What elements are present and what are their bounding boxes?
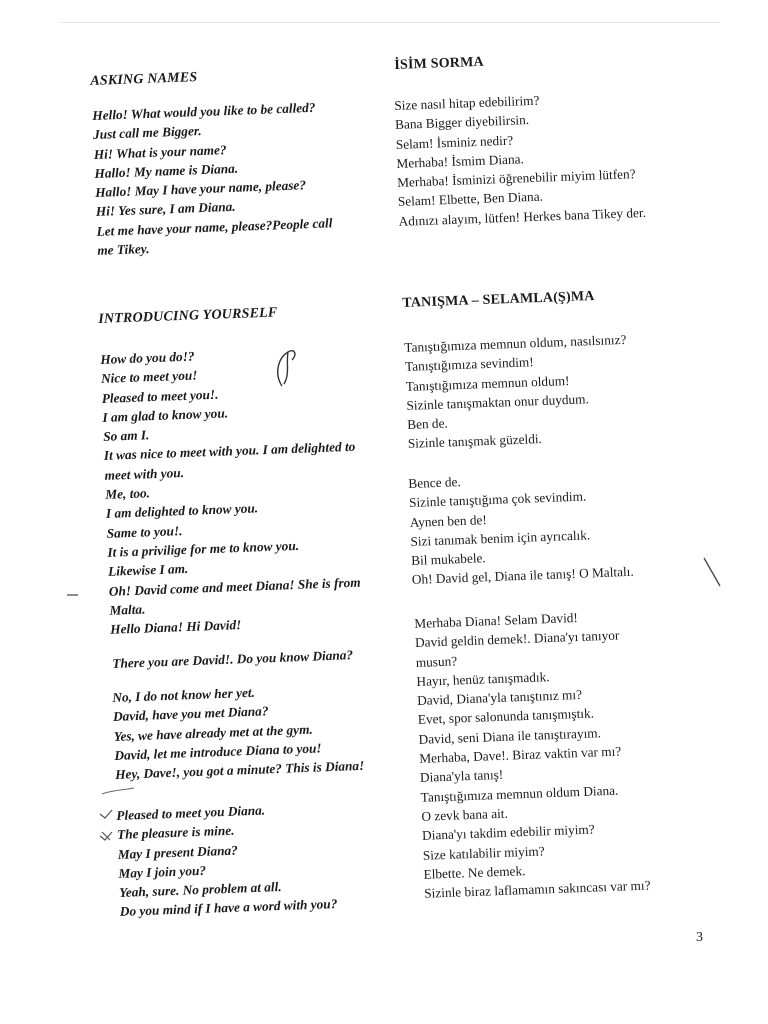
section-heading-introducing-yourself: INTRODUCING YOURSELF — [98, 305, 278, 327]
tanisma-heading-block — [402, 287, 595, 313]
dialogue-line: Do you mind if I have a word with you? — [119, 896, 338, 920]
dialogue-line: Selam! Elbette, Ben Diana. — [397, 189, 544, 210]
dialogue-line: David, seni Diana ile tanıştırayım. — [418, 725, 602, 747]
dialogue-line: So am I. — [102, 427, 150, 445]
dialogue-line: Let me have your name, please?People call — [96, 215, 333, 239]
dialogue-line: Just call me Bigger. — [92, 123, 202, 143]
introducing-dialogue-d — [116, 798, 338, 922]
dialogue-line: David, let me introduce Diana to you! — [114, 740, 322, 763]
dialogue-line: May I join you? — [118, 862, 207, 881]
dialogue-line: May I present Diana? — [117, 842, 239, 862]
dialogue-line: Hi! Yes sure, I am Diana. — [95, 199, 236, 220]
handwritten-scribble-mark — [268, 344, 308, 390]
tanisma-dialogue-b — [408, 466, 634, 590]
dialogue-line: Sizinle tanışmaktan onur duydum. — [406, 391, 590, 413]
dialogue-line: Pleased to meet you!. — [101, 386, 219, 406]
dialogue-line: Hello! What would you like to be called? — [92, 99, 316, 123]
dialogue-line: Hallo! May I have your name, please? — [94, 177, 307, 201]
dialogue-line: Bence de. — [408, 474, 462, 491]
dialogue-line: Sizi tanımak benim için ayrıcalık. — [410, 527, 591, 549]
dialogue-line: David, have you met Diana? — [112, 703, 269, 725]
dialogue-line: meet with you. — [104, 464, 185, 483]
introducing-heading-block — [98, 303, 278, 329]
dialogue-line: Tanıştığımıza memnun oldum! — [405, 372, 570, 394]
dialogue-line: Sizinle biraz laflamamın sakıncası var mı? — [423, 877, 651, 901]
dialogue-line: David, Diana'yla tanıştınız mı? — [416, 687, 583, 709]
dialogue-line: Size nasıl hitap edebilirim? — [394, 92, 540, 113]
dialogue-line: Likewise I am. — [107, 561, 189, 580]
dialogue-line: I am delighted to know you. — [105, 500, 259, 522]
dialogue-line: Sizinle tanıştığıma çok sevindim. — [408, 488, 587, 511]
dialogue-line: Pleased to meet you Diana. — [116, 802, 266, 823]
dialogue-line: Aynen ben de! — [409, 511, 488, 530]
dialogue-line: Ben de. — [406, 415, 449, 433]
scan-edge-line — [60, 22, 720, 23]
isim-sorma-heading-block — [394, 53, 484, 75]
section-heading-tanisma: TANIŞMA – SELAMLA(Ş)MA — [402, 288, 595, 311]
dialogue-line: It is a privilige for me to know you. — [107, 537, 300, 560]
dialogue-line: Hey, Dave!, you got a minute? This is Diana! — [114, 758, 365, 783]
margin-dash-mark — [66, 592, 80, 598]
dialogue-line: I am glad to know you. — [102, 405, 229, 425]
dialogue-line: Me, too. — [105, 485, 151, 502]
dialogue-line: O zevk bana ait. — [421, 805, 509, 824]
dialogue-line: Malta. — [109, 601, 146, 618]
dialogue-line: It was nice to meet with you. I am delighted to — [103, 439, 356, 464]
dialogue-line: Adınızı alayım, lütfen! Herkes bana Tikey der. — [398, 204, 647, 229]
dialogue-line: Oh! David come and meet Diana! She is from — [108, 574, 361, 599]
dialogue-line: Yes, we have already met at the gym. — [113, 721, 313, 744]
section-heading-isim-sorma: İSİM SORMA — [394, 54, 485, 73]
dialogue-line: Merhaba! İsmim Diana. — [396, 151, 525, 171]
dialogue-line: Elbette. Ne demek. — [423, 862, 526, 882]
dialogue-line: Merhaba Diana! Selam David! — [414, 610, 579, 631]
dialogue-line: Tanıştığımıza memnun oldum, nasılsınız? — [404, 331, 627, 355]
dialogue-line: Diana'yı takdim edebilir miyim? — [421, 821, 595, 844]
dialogue-line: Bil mukabele. — [410, 550, 486, 569]
dialogue-line: Size katılabilir miyim? — [422, 842, 545, 863]
dialogue-line: Sizinle tanışmak güzeldi. — [407, 431, 543, 452]
dialogue-line: Hayır, henüz tanışmadık. — [416, 668, 550, 689]
dialogue-line: Tanıştığımıza sevindim! — [404, 354, 534, 375]
dialogue-line: The pleasure is mine. — [116, 822, 235, 843]
section-heading-asking-names: ASKING NAMES — [90, 70, 198, 89]
checkmark-icons — [98, 808, 114, 848]
dialogue-line: There you are David!. Do you know Diana? — [112, 647, 354, 671]
dialogue-line: Yeah, sure. No problem at all. — [118, 879, 282, 901]
page-number: 3 — [696, 930, 703, 945]
dialogue-line: Nice to meet you! — [100, 367, 198, 387]
isim-sorma-dialogue — [394, 87, 646, 231]
dialogue-line: Diana'yla tanış! — [419, 767, 504, 786]
dialogue-line: Hello Diana! Hi David! — [109, 617, 242, 637]
tanisma-dialogue-a — [404, 330, 630, 454]
dialogue-line: Selam! İsminiz nedir? — [395, 132, 514, 152]
dialogue-line: Tanıştığımıza memnun oldum Diana. — [420, 782, 619, 805]
introducing-dialogue-a — [100, 341, 362, 639]
dialogue-line: Same to you!. — [106, 522, 183, 541]
dialogue-line: Merhaba, Dave!. Biraz vaktin var mı? — [419, 743, 622, 766]
margin-stroke-mark — [700, 556, 724, 590]
asking-names-dialogue — [92, 97, 333, 260]
dialogue-line: Hallo! My name is Diana. — [94, 160, 239, 181]
asking-names-heading-block — [90, 68, 198, 91]
dialogue-line: musun? — [415, 653, 458, 670]
dialogue-line: Oh! David gel, Diana ile tanış! O Maltalı. — [411, 564, 634, 588]
underline-stroke-mark — [100, 786, 136, 796]
dialogue-line: Merhaba! İsminizi öğrenebilir miyim lütfen? — [396, 166, 636, 191]
tanisma-dialogue-c — [414, 606, 651, 904]
dialogue-line: Bana Bigger diyebilirsin. — [394, 112, 530, 133]
dialogue-line: Evet, spor salonunda tanışmıştık. — [417, 705, 595, 728]
introducing-dialogue-c — [112, 679, 365, 785]
dialogue-line: No, I do not know her yet. — [112, 684, 256, 705]
dialogue-line: Hi! What is your name? — [93, 141, 227, 162]
dialogue-line: David geldin demek!. Diana'yı tanıyor — [414, 627, 620, 651]
introducing-dialogue-b — [112, 645, 353, 673]
dialogue-line: How do you do!? — [100, 348, 195, 367]
dialogue-line: me Tikey. — [97, 241, 150, 258]
